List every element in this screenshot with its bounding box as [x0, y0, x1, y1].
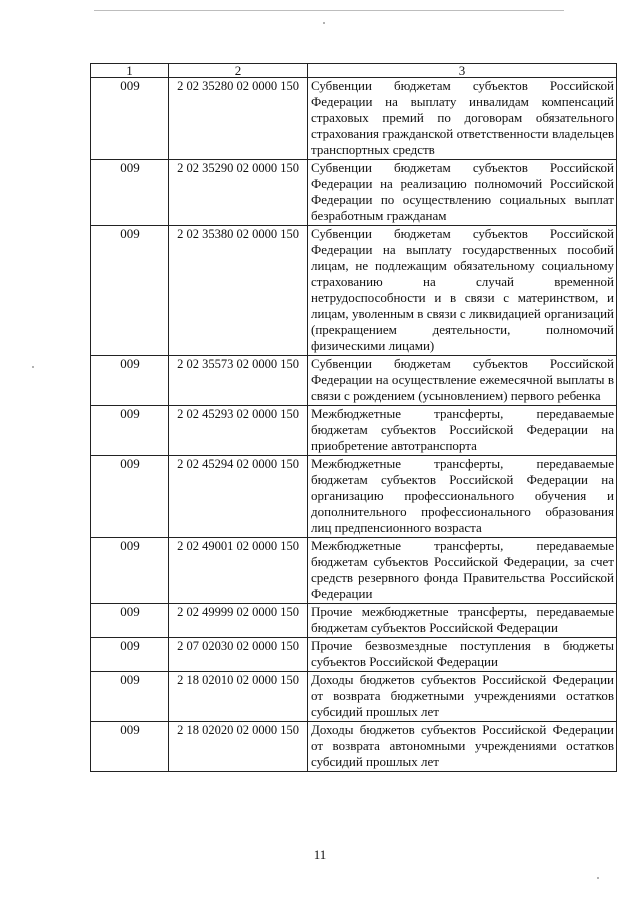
scan-speck [323, 22, 325, 24]
description-cell: Доходы бюджетов субъектов Российской Федерации от возврата бюджетными учреждениями остатков субсидий прошлых лет [308, 672, 617, 722]
description-cell: Субвенции бюджетам субъектов Российской Федерации на осуществление ежемесячной выплаты в связи с рождением (усыновлением) первого ребенка [308, 356, 617, 406]
table-row [91, 672, 617, 722]
budget-code-cell: 2 02 49001 02 0000 150 [169, 538, 308, 604]
table-row [91, 722, 617, 772]
budget-code-cell: 2 02 45294 02 0000 150 [169, 456, 308, 538]
description-cell: Прочие безвозмездные поступления в бюджеты субъектов Российской Федерации [308, 638, 617, 672]
budget-code-cell: 2 02 35290 02 0000 150 [169, 160, 308, 226]
budget-code-cell: 2 18 02010 02 0000 150 [169, 672, 308, 722]
budget-code-cell: 2 02 45293 02 0000 150 [169, 406, 308, 456]
admin-code-cell: 009 [91, 638, 169, 672]
revenue-codes-table [90, 63, 617, 772]
column-header-3: 3 [308, 64, 617, 78]
table-row [91, 226, 617, 356]
table-row [91, 160, 617, 226]
budget-code-cell: 2 02 35280 02 0000 150 [169, 78, 308, 160]
admin-code-cell: 009 [91, 722, 169, 772]
table-row [91, 78, 617, 160]
table-row [91, 406, 617, 456]
scan-speck [597, 877, 599, 879]
admin-code-cell: 009 [91, 406, 169, 456]
description-cell: Доходы бюджетов субъектов Российской Федерации от возврата автономными учреждениями остатков субсидий прошлых лет [308, 722, 617, 772]
table-row [91, 456, 617, 538]
description-cell: Субвенции бюджетам субъектов Российской Федерации на выплату инвалидам компенсаций страховых премий по договорам обязательного страхования гражданской ответственности владельцев транспортных средств [308, 78, 617, 160]
scan-speck [32, 366, 34, 368]
budget-code-cell: 2 18 02020 02 0000 150 [169, 722, 308, 772]
table-row [91, 638, 617, 672]
table-row [91, 538, 617, 604]
table-row [91, 356, 617, 406]
description-cell: Субвенции бюджетам субъектов Российской Федерации на выплату государственных пособий лицам, не подлежащим обязательному социальному страхованию на случай временной нетрудоспособности и в связи с материнством, и лицам, уволенным в связи с ликвидацией организаций (прекращением деятельности, полномочий физическими лицами) [308, 226, 617, 356]
description-cell: Межбюджетные трансферты, передаваемые бюджетам субъектов Российской Федерации, за счет средств резервного фонда Правительства Российской Федерации [308, 538, 617, 604]
description-cell: Субвенции бюджетам субъектов Российской Федерации на реализацию полномочий Российской Федерации по осуществлению социальных выплат безработным гражданам [308, 160, 617, 226]
description-cell: Межбюджетные трансферты, передаваемые бюджетам субъектов Российской Федерации на приобретение автотранспорта [308, 406, 617, 456]
scan-top-edge [94, 10, 564, 11]
admin-code-cell: 009 [91, 78, 169, 160]
budget-code-cell: 2 02 49999 02 0000 150 [169, 604, 308, 638]
table-row [91, 604, 617, 638]
description-cell: Межбюджетные трансферты, передаваемые бюджетам субъектов Российской Федерации на организацию профессионального обучения и дополнительного профессионального образования лиц предпенсионного возраста [308, 456, 617, 538]
description-cell: Прочие межбюджетные трансферты, передаваемые бюджетам субъектов Российской Федерации [308, 604, 617, 638]
budget-code-cell: 2 07 02030 02 0000 150 [169, 638, 308, 672]
admin-code-cell: 009 [91, 538, 169, 604]
admin-code-cell: 009 [91, 356, 169, 406]
admin-code-cell: 009 [91, 160, 169, 226]
column-header-2: 2 [169, 64, 308, 78]
page-number: 11 [313, 847, 327, 862]
admin-code-cell: 009 [91, 226, 169, 356]
budget-code-cell: 2 02 35380 02 0000 150 [169, 226, 308, 356]
admin-code-cell: 009 [91, 456, 169, 538]
budget-code-cell: 2 02 35573 02 0000 150 [169, 356, 308, 406]
admin-code-cell: 009 [91, 672, 169, 722]
column-header-1: 1 [91, 64, 169, 78]
header-row [91, 64, 617, 78]
admin-code-cell: 009 [91, 604, 169, 638]
